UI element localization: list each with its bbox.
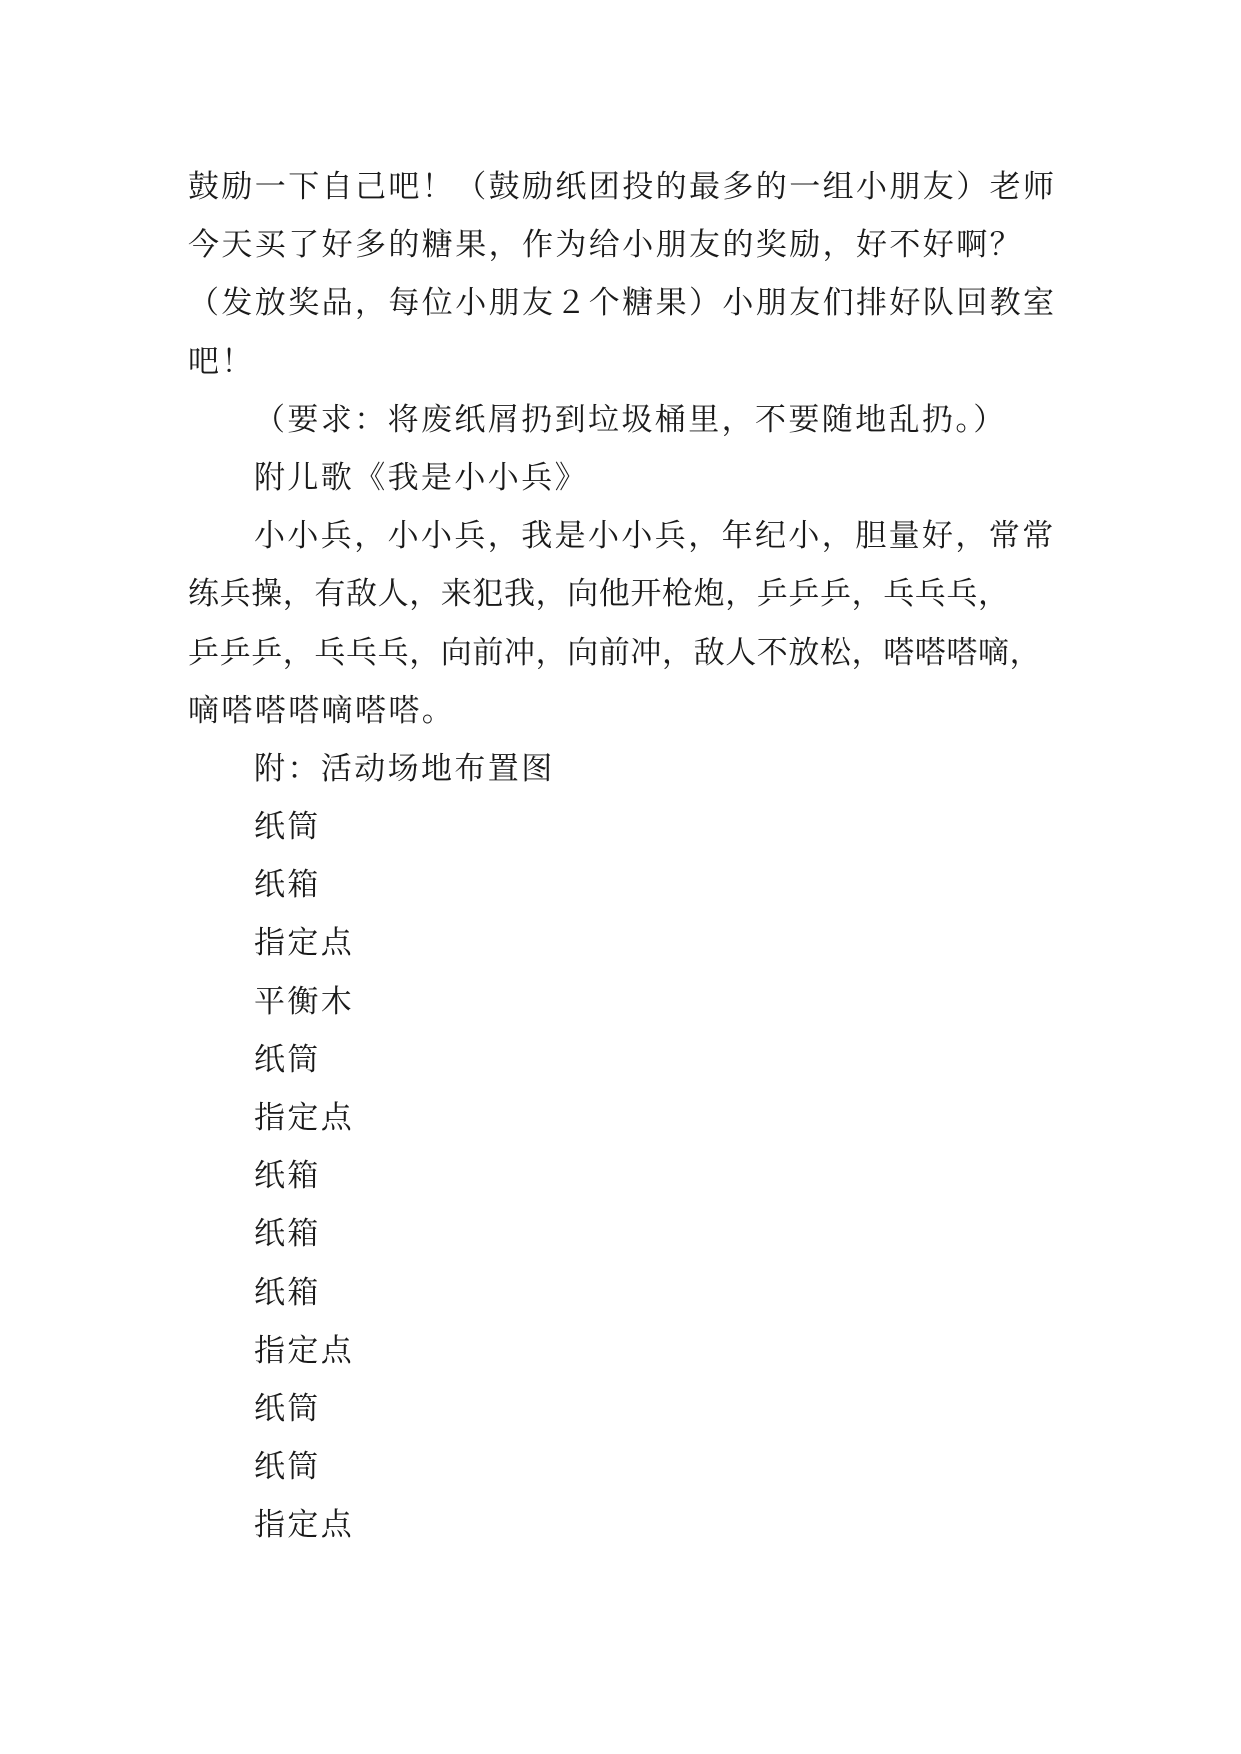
layout-item: 纸箱 — [254, 1158, 321, 1195]
layout-item: 指定点 — [254, 925, 355, 962]
requirement-note: （要求：将废纸屑扔到垃圾桶里，不要随地乱扔。） — [254, 401, 1007, 438]
layout-item: 纸筒 — [254, 1449, 321, 1486]
layout-item: 指定点 — [254, 1100, 355, 1136]
layout-item: 指定点 — [254, 1507, 355, 1544]
document-body — [188, 158, 1058, 1555]
layout-item: 纸箱 — [254, 1274, 321, 1311]
layout-item-list — [188, 798, 1058, 1554]
text-line: （发放奖品，每位小朋友２个糖果）小朋友们排好队回教室 — [188, 285, 1057, 322]
lyric-line: 小小兵，小小兵，我是小小兵，年纪小，胆量好，常常 — [254, 518, 1056, 555]
layout-item: 指定点 — [254, 1332, 355, 1369]
layout-item: 纸筒 — [254, 809, 321, 846]
layout-item: 纸筒 — [254, 1041, 321, 1078]
lyric-line: 乒乒乒，乓乓乓，向前冲，向前冲，敌人不放松，嗒嗒嗒嘀， — [188, 634, 1042, 671]
layout-item: 平衡木 — [254, 983, 355, 1020]
lyric-line: 练兵操，有敌人，来犯我，向他开枪炮，乒乒乒，乓乓乓， — [188, 576, 1010, 613]
song-lyrics — [188, 507, 1058, 740]
song-title: 附儿歌《我是小小兵》 — [254, 459, 588, 496]
layout-item: 纸箱 — [254, 867, 321, 904]
text-line: 鼓励一下自己吧！（鼓励纸团投的最多的一组小朋友）老师 — [188, 169, 1057, 205]
text-line: 今天买了好多的糖果，作为给小朋友的奖励，好不好啊？ — [188, 227, 1023, 264]
layout-diagram-title: 附：活动场地布置图 — [254, 750, 555, 787]
layout-item: 纸箱 — [254, 1216, 321, 1253]
lyric-line: 嘀嗒嗒嗒嘀嗒嗒。 — [188, 692, 456, 729]
paragraph-encouragement — [188, 158, 1058, 391]
layout-item: 纸筒 — [254, 1390, 321, 1427]
text-line: 吧！ — [188, 343, 255, 380]
